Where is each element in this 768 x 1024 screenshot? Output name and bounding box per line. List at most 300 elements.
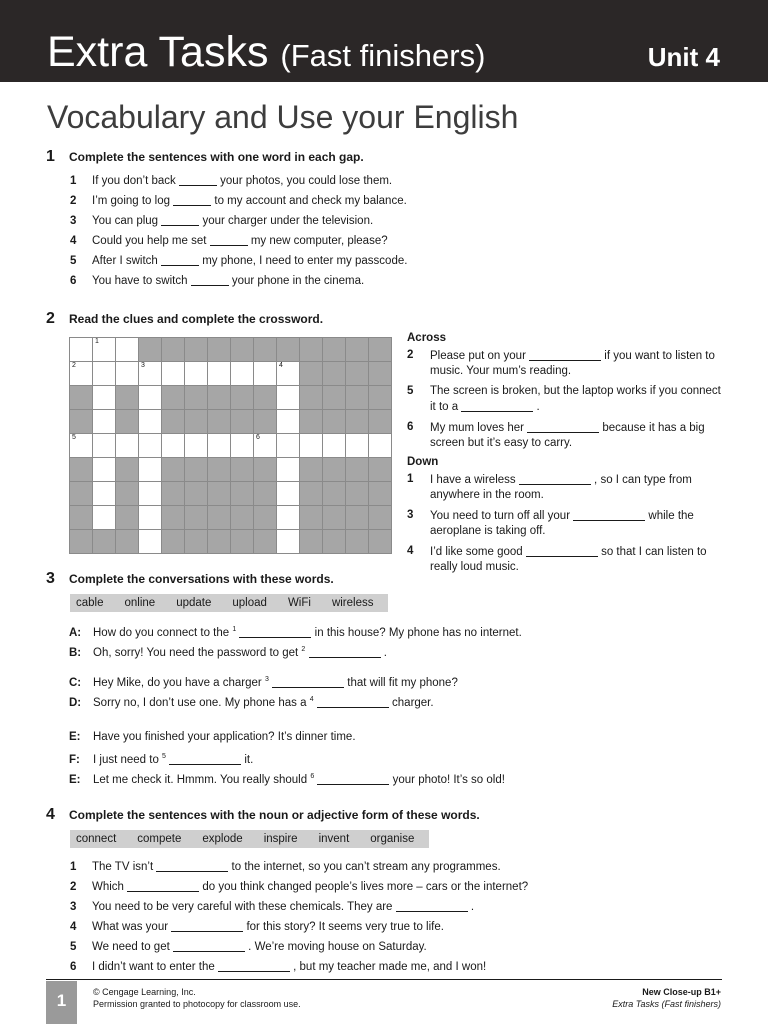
crossword-block <box>323 386 346 410</box>
crossword-block <box>185 386 208 410</box>
crossword-block <box>70 458 93 482</box>
item-text-after: . We’re moving house on Saturday. <box>244 941 427 953</box>
speaker: C: <box>69 676 82 689</box>
clue-text-after: so that I can listen to really loud music. <box>430 546 707 573</box>
line-text-after: your photo! It’s so old! <box>389 773 505 786</box>
list-item <box>70 191 407 211</box>
speaker: E: <box>69 731 81 743</box>
crossword-block <box>185 530 208 554</box>
clue-text-after: because it has a big screen but it’s easy to carry. <box>430 422 705 449</box>
clue-text <box>430 544 727 575</box>
crossword-block <box>300 482 323 506</box>
answer-gap[interactable] <box>210 233 248 246</box>
crossword-cell[interactable] <box>139 458 162 482</box>
item-text-before: The TV isn’t <box>92 861 157 873</box>
item-text-after: to the internet, so you can’t stream any programmes. <box>228 861 501 873</box>
crossword-cell[interactable] <box>139 410 162 434</box>
clue <box>407 348 727 379</box>
section-title: Vocabulary and Use your English <box>47 99 519 135</box>
item-text-after: your phone in the cinema. <box>228 275 365 287</box>
crossword-block <box>231 530 254 554</box>
answer-gap[interactable] <box>272 675 344 688</box>
exercise-number: 1 <box>46 148 55 165</box>
item-text-before: You need to be very careful with these chemicals. They are <box>92 901 396 913</box>
crossword-block <box>323 482 346 506</box>
crossword-block <box>93 530 116 554</box>
crossword-cell[interactable] <box>277 386 300 410</box>
crossword-block <box>116 458 139 482</box>
crossword-block <box>369 410 392 434</box>
unit-label: Unit 4 <box>647 42 720 72</box>
crossword-cell[interactable] <box>185 434 208 458</box>
speaker: A: <box>69 626 82 639</box>
line-text-after: that will fit my phone? <box>344 676 458 689</box>
crossword-cell[interactable] <box>162 434 185 458</box>
title-subtitle: (Fast finishers) <box>280 38 486 73</box>
list-item <box>70 271 407 291</box>
crossword-block <box>70 482 93 506</box>
conversation-line <box>69 640 522 660</box>
crossword-block <box>231 482 254 506</box>
item-text-after: , but my teacher made me, and I won! <box>289 961 487 973</box>
crossword-cell[interactable] <box>93 386 116 410</box>
crossword-block <box>208 482 231 506</box>
line-text: Have you finished your application? It’s dinner time. <box>93 731 356 743</box>
answer-gap[interactable] <box>573 508 645 521</box>
conversation-line <box>69 767 522 787</box>
crossword-block <box>162 482 185 506</box>
crossword-row <box>70 434 392 458</box>
crossword-block <box>116 530 139 554</box>
crossword-row <box>70 386 392 410</box>
clue-number: 5 <box>407 385 414 397</box>
crossword-block <box>369 530 392 554</box>
crossword-block <box>346 410 369 434</box>
crossword-block <box>323 458 346 482</box>
crossword-cell[interactable] <box>254 362 277 386</box>
crossword-row <box>70 482 392 506</box>
line-text-after: in this house? My phone has no internet. <box>311 626 522 639</box>
crossword-cell[interactable] <box>116 338 139 362</box>
clue <box>407 472 727 503</box>
crossword-cell[interactable] <box>185 362 208 386</box>
crossword-cell[interactable] <box>116 434 139 458</box>
answer-gap[interactable] <box>161 253 199 266</box>
crossword-block <box>70 386 93 410</box>
crossword-block <box>346 530 369 554</box>
crossword-cell[interactable] <box>300 434 323 458</box>
item-number: 3 <box>70 215 77 227</box>
crossword-block <box>185 338 208 362</box>
crossword-cell[interactable] <box>277 410 300 434</box>
word-box-item: wireless <box>331 597 374 609</box>
crossword-cell[interactable] <box>139 362 162 386</box>
answer-gap[interactable] <box>161 213 199 226</box>
item-number: 5 <box>70 941 77 953</box>
crossword-block <box>254 506 277 530</box>
word-box-item: organise <box>370 833 415 845</box>
crossword-block <box>116 410 139 434</box>
exercise-1-heading <box>46 148 364 166</box>
answer-gap[interactable] <box>173 193 211 206</box>
list-item <box>70 917 528 937</box>
exercise-number: 3 <box>46 570 55 587</box>
clue-text-before: Please put on your <box>430 350 530 362</box>
crossword-block <box>369 482 392 506</box>
copyright: © Cengage Learning, Inc. <box>93 987 196 997</box>
crossword-block <box>162 386 185 410</box>
crossword-cell[interactable] <box>208 362 231 386</box>
line-text-before: Hey Mike, do you have a charger <box>93 676 265 689</box>
speaker: D: <box>69 696 82 709</box>
crossword-row <box>70 338 392 362</box>
item-text-before: I didn’t want to enter the <box>92 961 218 973</box>
gap-number: 2 <box>301 646 306 653</box>
clue <box>407 384 727 415</box>
clue-text-before: I have a wireless <box>430 474 519 486</box>
clue-text-before: My mum loves her <box>430 422 528 434</box>
crossword-block <box>162 458 185 482</box>
item-number: 5 <box>70 255 77 267</box>
answer-gap[interactable] <box>526 544 598 557</box>
crossword-row <box>70 410 392 434</box>
clue-number: 3 <box>141 362 145 369</box>
crossword-block <box>346 506 369 530</box>
crossword-block <box>162 410 185 434</box>
item-number: 4 <box>70 235 77 247</box>
crossword-block <box>300 338 323 362</box>
answer-gap[interactable] <box>519 472 591 485</box>
crossword-cell[interactable] <box>369 434 392 458</box>
clue-text <box>430 508 727 539</box>
line-text-before: Let me check it. Hmmm. You really should <box>93 773 311 786</box>
list-item <box>70 957 528 977</box>
clue <box>407 420 727 451</box>
page-header <box>0 0 768 82</box>
crossword-cell[interactable] <box>93 506 116 530</box>
crossword-cell[interactable] <box>277 530 300 554</box>
list-item <box>70 231 407 251</box>
crossword-block <box>70 506 93 530</box>
answer-gap[interactable] <box>461 399 533 412</box>
crossword-block <box>300 458 323 482</box>
crossword-cell[interactable] <box>139 506 162 530</box>
crossword-block <box>208 506 231 530</box>
gap-number: 4 <box>309 696 314 703</box>
page-number: 1 <box>46 981 77 1024</box>
clue-text-before: I’d like some good <box>430 546 526 558</box>
clue-text <box>430 420 727 451</box>
crossword-block <box>231 338 254 362</box>
crossword-block <box>369 506 392 530</box>
line-text-before: Sorry no, I don’t use one. My phone has a <box>93 696 310 709</box>
clue-number: 6 <box>256 434 260 441</box>
crossword-cell[interactable] <box>254 434 277 458</box>
exercise-3-word-box <box>70 594 388 612</box>
crossword-block <box>369 458 392 482</box>
crossword-block <box>116 482 139 506</box>
item-text-after: do you think changed people’s lives more – cars or the internet? <box>199 881 529 893</box>
crossword-cell[interactable] <box>93 362 116 386</box>
crossword-block <box>185 458 208 482</box>
footer-book-block <box>612 986 721 1010</box>
word-box-item: invent <box>318 833 350 845</box>
line-text-before: I just need to <box>93 753 163 766</box>
exercise-3-heading <box>46 570 334 588</box>
crossword-cell[interactable] <box>277 506 300 530</box>
word-box-item: update <box>176 597 212 609</box>
answer-gap[interactable] <box>171 919 243 932</box>
crossword-block <box>369 338 392 362</box>
clue-text-before: The screen is broken, but the laptop works if you connect it to a <box>430 385 721 413</box>
item-text-before: If you don’t back <box>92 175 179 187</box>
item-text-after: for this story? It seems very true to life. <box>243 921 444 933</box>
gap-number: 1 <box>232 626 237 633</box>
word-box-item: cable <box>76 597 104 609</box>
item-number: 6 <box>70 275 77 287</box>
item-number: 3 <box>70 901 77 913</box>
item-number: 6 <box>70 961 77 973</box>
crossword-block <box>346 482 369 506</box>
answer-gap[interactable] <box>309 645 381 658</box>
answer-gap[interactable] <box>179 173 217 186</box>
item-text-before: You can plug <box>92 215 162 227</box>
crossword-block <box>231 506 254 530</box>
item-number: 1 <box>70 861 77 873</box>
list-item <box>70 877 528 897</box>
word-box-item: connect <box>76 833 117 845</box>
exercise-1-list <box>70 171 407 291</box>
list-item <box>70 897 528 917</box>
crossword-cell[interactable] <box>208 434 231 458</box>
crossword-cell[interactable] <box>277 482 300 506</box>
item-text-before: I’m going to log <box>92 195 174 207</box>
item-text-after: my new computer, please? <box>247 235 388 247</box>
across-heading: Across <box>407 332 446 344</box>
crossword-cell[interactable] <box>93 338 116 362</box>
item-number: 2 <box>70 195 77 207</box>
clue-number: 2 <box>72 362 76 369</box>
conversation-line <box>69 670 522 690</box>
clue-number: 1 <box>95 338 99 345</box>
crossword-block <box>116 386 139 410</box>
answer-gap[interactable] <box>173 939 245 952</box>
across-clues <box>407 348 727 451</box>
crossword-cell[interactable] <box>116 362 139 386</box>
crossword-block <box>323 530 346 554</box>
crossword-cell[interactable] <box>93 434 116 458</box>
speaker: F: <box>69 753 80 766</box>
word-box-item: upload <box>232 597 267 609</box>
crossword-row <box>70 362 392 386</box>
word-box-item: online <box>124 597 156 609</box>
exercise-instruction: Read the clues and complete the crossword. <box>69 312 324 326</box>
conversation-line <box>69 727 522 747</box>
clue <box>407 544 727 575</box>
line-text-after: charger. <box>388 696 434 709</box>
clue-text-after: if you want to listen to music. Your mum’s reading. <box>430 350 715 377</box>
crossword-block <box>277 338 300 362</box>
conversation-line <box>69 690 522 710</box>
crossword-cell[interactable] <box>231 434 254 458</box>
clue-number: 3 <box>407 509 414 521</box>
answer-gap[interactable] <box>529 348 601 361</box>
crossword-block <box>323 410 346 434</box>
crossword-cell[interactable] <box>323 434 346 458</box>
conversation-line <box>69 747 522 767</box>
gap-number: 6 <box>310 773 315 780</box>
answer-gap[interactable] <box>169 752 241 765</box>
list-item <box>70 251 407 271</box>
crossword-block <box>323 506 346 530</box>
item-text-after: to my account and check my balance. <box>211 195 407 207</box>
gap-number: 3 <box>264 676 269 683</box>
crossword-cell[interactable] <box>70 362 93 386</box>
exercise-instruction: Complete the conversations with these words. <box>69 572 334 586</box>
crossword-block <box>323 362 346 386</box>
item-text-after: your charger under the television. <box>199 215 374 227</box>
down-heading: Down <box>407 456 439 468</box>
crossword-cell[interactable] <box>70 434 93 458</box>
clue-text <box>430 472 727 503</box>
crossword-cell[interactable] <box>70 338 93 362</box>
item-text-before: What was your <box>92 921 172 933</box>
crossword-block <box>346 458 369 482</box>
crossword-row <box>70 458 392 482</box>
crossword-cell[interactable] <box>346 434 369 458</box>
exercise-instruction: Complete the sentences with the noun or adjective form of these words. <box>69 808 480 822</box>
crossword-block <box>346 338 369 362</box>
line-text-before: How do you connect to the <box>93 626 233 639</box>
crossword-block <box>185 482 208 506</box>
crossword-block <box>185 410 208 434</box>
crossword-block <box>208 338 231 362</box>
crossword-row <box>70 530 392 554</box>
word-box-item: explode <box>202 833 243 845</box>
answer-gap[interactable] <box>191 273 229 286</box>
clue-text-after: while the aeroplane is taking off. <box>430 510 694 537</box>
list-item <box>70 211 407 231</box>
crossword-cell[interactable] <box>93 410 116 434</box>
clue-text <box>430 348 727 379</box>
crossword-block <box>323 338 346 362</box>
crossword-cell[interactable] <box>162 362 185 386</box>
speaker: E: <box>69 773 81 786</box>
item-text-before: Could you help me set <box>92 235 210 247</box>
exercise-instruction: Complete the sentences with one word in each gap. <box>69 150 364 164</box>
book-title: New Close-up B1+ <box>642 987 721 997</box>
exercise-4-list <box>70 857 528 977</box>
crossword-block <box>254 410 277 434</box>
crossword-block <box>254 338 277 362</box>
line-text-before: Oh, sorry! You need the password to get <box>93 646 302 659</box>
crossword-block <box>116 506 139 530</box>
answer-gap[interactable] <box>396 899 468 912</box>
crossword-block <box>208 530 231 554</box>
exercise-4-heading <box>46 806 480 824</box>
clue-number: 1 <box>407 473 414 485</box>
crossword-block <box>162 530 185 554</box>
crossword-grid <box>69 337 392 554</box>
exercise-2-heading <box>46 310 323 328</box>
crossword-block <box>231 386 254 410</box>
crossword-block <box>300 410 323 434</box>
crossword-row <box>70 506 392 530</box>
crossword-block <box>300 530 323 554</box>
crossword-block <box>369 386 392 410</box>
answer-gap[interactable] <box>527 420 599 433</box>
answer-gap[interactable] <box>156 859 228 872</box>
crossword-cell[interactable] <box>277 458 300 482</box>
item-text-before: Which <box>92 881 128 893</box>
exercise-4-word-box <box>70 830 429 848</box>
line-text-after: . <box>380 646 387 659</box>
answer-gap[interactable] <box>218 959 290 972</box>
clue-number: 6 <box>407 421 414 433</box>
crossword-cell[interactable] <box>277 362 300 386</box>
crossword-block <box>300 506 323 530</box>
crossword-block <box>254 386 277 410</box>
crossword-block <box>208 458 231 482</box>
clue-text-after: . <box>533 401 540 413</box>
answer-gap[interactable] <box>317 695 389 708</box>
crossword-clues <box>407 332 727 580</box>
word-box-item: inspire <box>263 833 298 845</box>
page-title <box>47 28 485 80</box>
clue-number: 4 <box>279 362 283 369</box>
crossword-cell[interactable] <box>139 386 162 410</box>
answer-gap[interactable] <box>239 625 311 638</box>
crossword-block <box>254 530 277 554</box>
clue <box>407 508 727 539</box>
crossword-block <box>231 410 254 434</box>
word-box-item: WiFi <box>287 597 311 609</box>
item-text-before: After I switch <box>92 255 162 267</box>
crossword-cell[interactable] <box>139 434 162 458</box>
crossword-block <box>139 338 162 362</box>
footer-divider <box>46 979 722 980</box>
crossword-cell[interactable] <box>93 458 116 482</box>
crossword-block <box>346 362 369 386</box>
clue-text-before: You need to turn off all your <box>430 510 574 522</box>
crossword-block <box>369 362 392 386</box>
crossword-cell[interactable] <box>139 482 162 506</box>
down-clues <box>407 472 727 575</box>
item-text-after: . <box>467 901 475 913</box>
permission-note: Permission granted to photocopy for classroom use. <box>93 999 301 1009</box>
clue-text <box>430 384 727 415</box>
answer-gap[interactable] <box>317 772 389 785</box>
crossword-block <box>254 482 277 506</box>
item-number: 1 <box>70 175 77 187</box>
conversation-line <box>69 620 522 640</box>
crossword-cell[interactable] <box>277 434 300 458</box>
clue-number: 4 <box>407 545 414 557</box>
clue-number: 5 <box>72 434 76 441</box>
item-text-after: your photos, you could lose them. <box>216 175 393 187</box>
item-text-before: You have to switch <box>92 275 191 287</box>
speaker: B: <box>69 646 82 659</box>
footer-copyright-block <box>93 986 301 1010</box>
answer-gap[interactable] <box>127 879 199 892</box>
crossword-block <box>231 458 254 482</box>
crossword-cell[interactable] <box>231 362 254 386</box>
exercise-number: 2 <box>46 310 55 327</box>
crossword-cell[interactable] <box>93 482 116 506</box>
list-item <box>70 857 528 877</box>
crossword-block <box>162 338 185 362</box>
crossword-cell[interactable] <box>139 530 162 554</box>
